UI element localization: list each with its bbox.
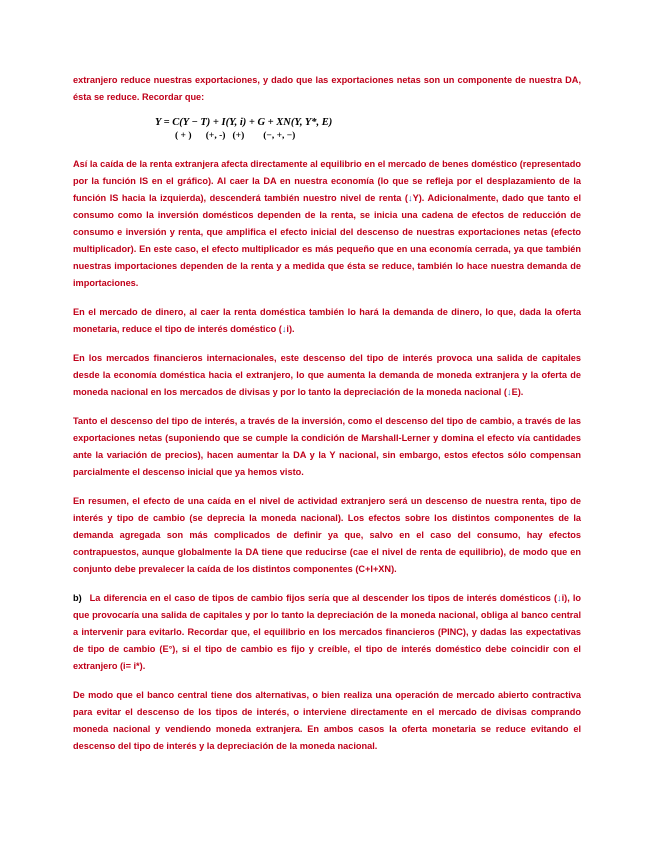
document-body bbox=[73, 72, 581, 767]
equation-block bbox=[73, 116, 581, 142]
down-arrow-icon: ↓ bbox=[407, 193, 413, 203]
paragraph-text: E). bbox=[511, 387, 524, 397]
paragraph-text: En el mercado de dinero, al caer la renta doméstica también lo hará la demanda de dinero, lo que, dada la oferta monetaria, reduce el tipo de interés doméstico ( bbox=[73, 307, 581, 334]
paragraph-financial-markets bbox=[73, 350, 581, 401]
paragraph-interest-exchange bbox=[73, 413, 581, 481]
paragraph-text: extranjero reduce nuestras exportaciones, y dado que las exportaciones netas son un componente de nuestra DA, ésta se reduce. Recordar que: bbox=[73, 75, 581, 102]
paragraph-text: En los mercados financieros internacionales, este descenso del tipo de interés provoca una salida de capitales desde la economía doméstica hacia el extranjero, lo que aumenta la demanda de moneda extranjera y la oferta de moneda nacional en los mercados de divisas y por lo tanto la depreciación de la moneda nacional ( bbox=[73, 353, 581, 397]
down-arrow-icon: ↓ bbox=[281, 324, 287, 334]
paragraph-central-bank bbox=[73, 687, 581, 755]
paragraph-text: La diferencia en el caso de tipos de cambio fijos sería que al descender los tipos de interés domésticos ( bbox=[89, 593, 558, 603]
down-arrow-icon: ↓ bbox=[506, 387, 512, 397]
paragraph-text: En resumen, el efecto de una caída en el nivel de actividad extranjero será un descenso de nuestra renta, tipo de interés y tipo de cambio (se deprecia la moneda nacional). Los efectos sobre los distintos componentes de la demanda agregada son más complicados de definir ya que, salvo en el caso del consumo, hay efectos contrapuestos, aunque globalmente la DA tiene que reducirse (cae el nivel de renta de equilibrio), de modo que en conjunto debe prevalecer la caída de los distintos componentes (C+I+XN). bbox=[73, 496, 581, 574]
paragraph-intro bbox=[73, 72, 581, 106]
paragraph-text: i), lo que provocaría una salida de capitales y por lo tanto la depreciación de la moneda nacional, obliga al banco central a intervenir para evitarlo. Recordar que, el equilibrio en los mercados financieros (PINC), y dadas las expectativas de tipo de cambio (E°), si el tipo de cambio es fijo y creíble, el tipo de interés doméstico debe coincidir con el extranjero (i= i*). bbox=[73, 593, 581, 671]
paragraph-text: De modo que el banco central tiene dos alternativas, o bien realiza una operación de mercado abierto contractiva para evitar el descenso de los tipos de interés, o interviene directamente en el mercado de divisas comprando moneda nacional y vendiendo moneda extranjera. En ambos casos la oferta monetaria se reduce evitando el descenso del tipo de interés y la depreciación de la moneda nacional. bbox=[73, 690, 581, 751]
paragraph-summary bbox=[73, 493, 581, 578]
equation-signs: ( + ) (+, -) (+) (−, +, −) bbox=[175, 131, 296, 141]
paragraph-text: Así la caída de la renta extranjera afecta directamente al equilibrio en el mercado de benes doméstico (representado por la función IS en el gráfico). Al caer la DA en nuestra economía (lo que se refleja por el desplazamiento de la función IS hacia la izquierda), descenderá también nuestro nivel de renta ( bbox=[73, 159, 581, 203]
paragraph-fixed-exchange bbox=[73, 590, 581, 675]
equation-main: Y = C(Y − T) + I(Y, i) + G + XN(Y, Y*, E) bbox=[155, 117, 333, 128]
paragraph-text: Y). Adicionalmente, dado que tanto el consumo como la inversión domésticos dependen de la renta, se inicia una cadena de efectos de reducción de consumo e inversión y renta, que amplifica el efecto inicial del descenso de nuestras exportaciones netas (efecto multiplicador). En este caso, el efecto multiplicador es más pequeño que en una economía cerrada, ya que también nuestras importaciones dependen de la renta y a medida que ésta se reduce, también lo hace nuestra demanda de importaciones. bbox=[73, 193, 581, 288]
paragraph-foreign-income bbox=[73, 156, 581, 292]
paragraph-money-market bbox=[73, 304, 581, 338]
paragraph-text: i). bbox=[286, 324, 295, 334]
item-label: b) bbox=[73, 593, 82, 603]
paragraph-text: Tanto el descenso del tipo de interés, a través de la inversión, como el descenso del tipo de cambio, a través de las exportaciones netas (suponiendo que se cumple la condición de Marshall-Lerner y domina el efecto vía cantidades ante la variación de precios), hacen aumentar la DA y la Y nacional, sin embargo, estos efectos sólo compensan parcialmente el descenso inicial que ya hemos visto. bbox=[73, 416, 581, 477]
down-arrow-icon: ↓ bbox=[557, 593, 562, 603]
